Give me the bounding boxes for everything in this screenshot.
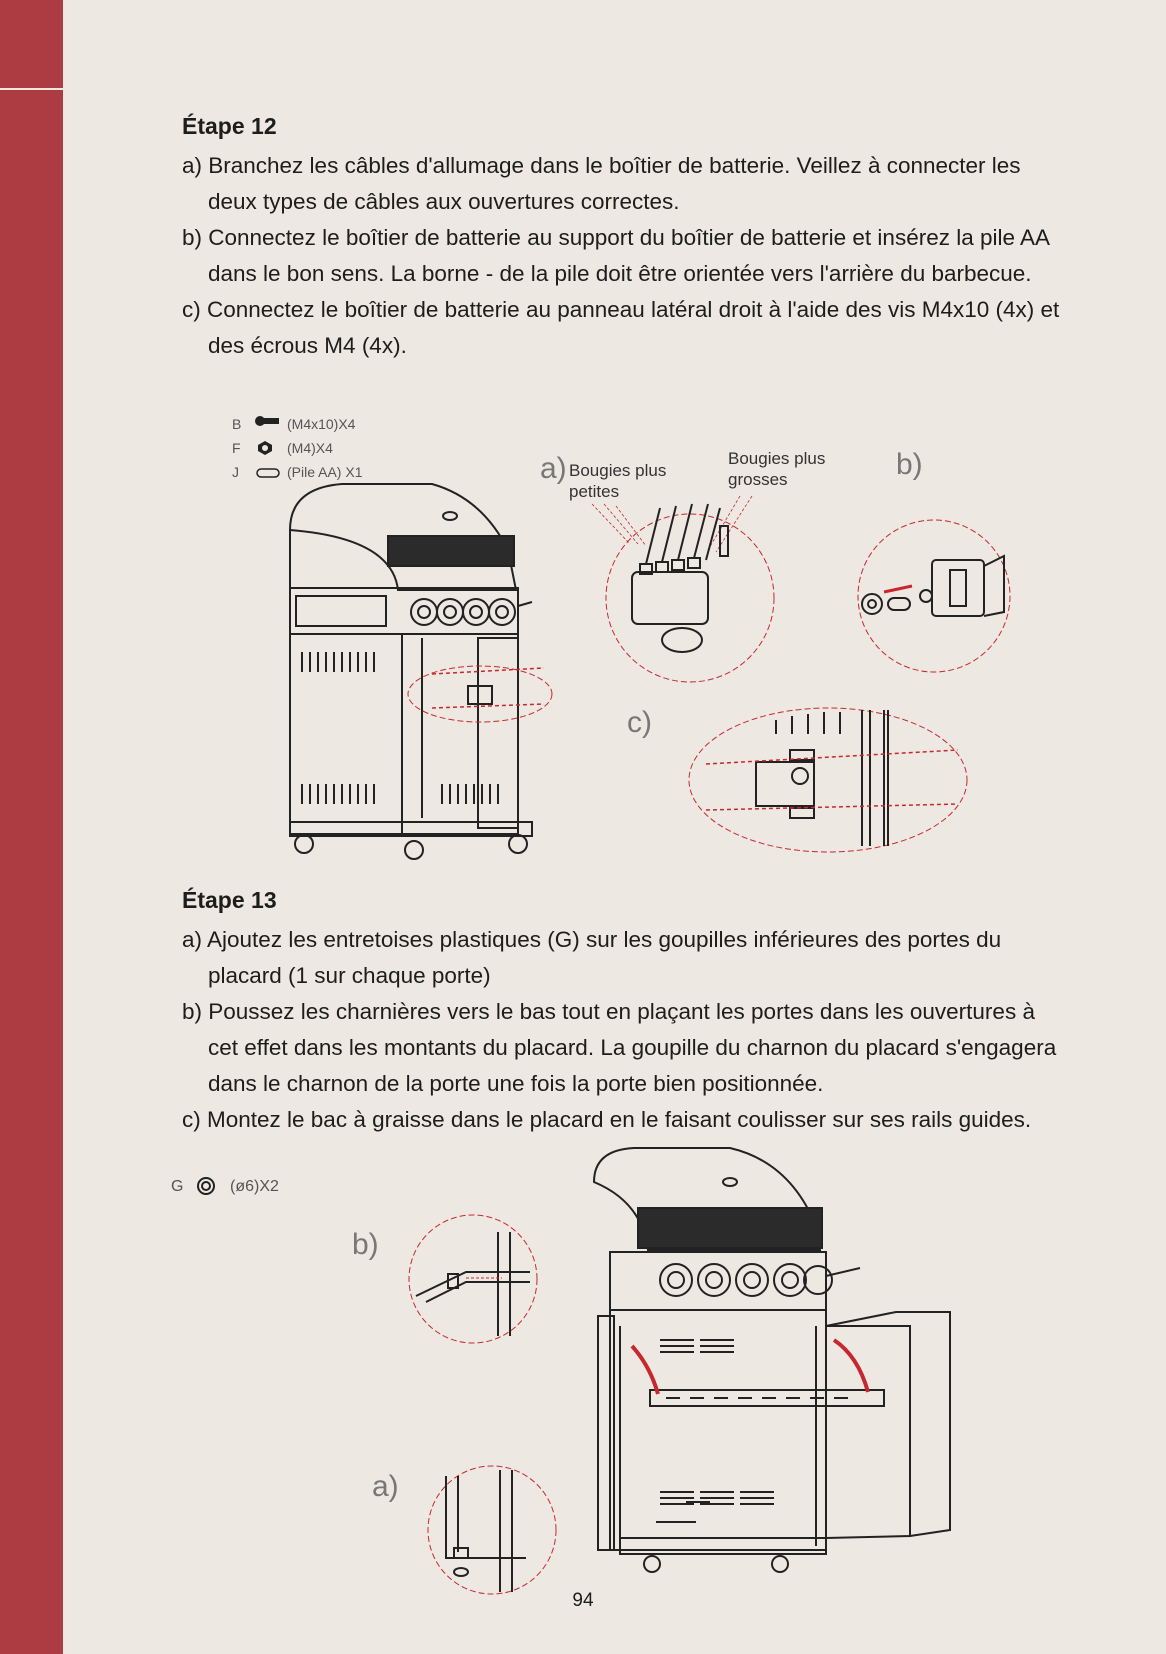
step12-item-b: b) Connectez le boîtier de batterie au support du boîtier de batterie et insérez la pile AA dans le bon sens. La borne - de la pile doit être orientée vers l'arrière du barbecue.: [182, 225, 1049, 286]
sidebar-divider: [0, 88, 63, 90]
page-number: 94: [572, 1590, 594, 1611]
spacer-icon: [196, 1176, 216, 1199]
screw-icon: [254, 414, 280, 431]
detail-a-figure: [590, 494, 780, 684]
callout-b-marker-13: b): [352, 1228, 379, 1261]
step12-item-a: a) Branchez les câbles d'allumage dans le boîtier de batterie. Veillez à connecter les deux types de câbles aux ouvertures correctes.: [182, 153, 1021, 214]
step13-item-b: b) Poussez les charnières vers le bas tout en plaçant les portes dans les ouvertures à cet effet dans les montants du placard. La goupille du charnon du placard s'engagera dans le charnon de la porte une fois la porte bien positionnée.: [182, 999, 1057, 1096]
step12-item-c: c) Connectez le boîtier de batterie au panneau latéral droit à l'aide des vis M4x10 (4x) et des écrous M4 (4x).: [182, 297, 1060, 358]
small-plugs-label: Bougies plus petites: [569, 461, 667, 501]
callout-b-marker: b): [896, 448, 923, 481]
step13-item-c: c) Montez le bac à graisse dans le placard en le faisant coulisser sur ses rails guides.: [182, 1107, 1032, 1132]
part-g-letter: G: [171, 1178, 184, 1195]
detail-b-figure: [854, 516, 1014, 676]
part-b-letter: B: [232, 416, 242, 432]
part-f-label: (M4)X4: [287, 440, 333, 456]
step12-section: [182, 112, 1062, 364]
part-b-label: (M4x10)X4: [287, 416, 356, 432]
grill-doors-figure: [590, 1146, 962, 1580]
part-j-label: (Pile AA) X1: [287, 464, 363, 480]
step12-title: Étape 12: [182, 113, 277, 139]
callout-a-marker: a): [540, 452, 567, 485]
callout-a-marker-13: a): [372, 1470, 399, 1503]
step13-section: [182, 886, 1062, 1138]
nut-icon: [256, 440, 274, 459]
part-g-label: (ø6)X2: [230, 1178, 279, 1195]
grill-battery-figure: [282, 478, 592, 870]
hinge-detail-figure: [406, 1212, 540, 1346]
step13-item-a: a) Ajoutez les entretoises plastiques (G) sur les goupilles inférieures des portes du placard (1 sur chaque porte): [182, 927, 1002, 988]
spacer-detail-figure: [426, 1462, 558, 1598]
detail-c-figure: [688, 706, 970, 854]
part-j-letter: J: [232, 464, 239, 480]
large-plugs-label: Bougies plus grosses: [728, 449, 826, 489]
part-f-letter: F: [232, 440, 241, 456]
callout-c-marker: c): [627, 706, 652, 739]
step13-title: Étape 13: [182, 887, 277, 913]
battery-icon: [256, 466, 282, 482]
sidebar-band: [0, 0, 63, 1654]
